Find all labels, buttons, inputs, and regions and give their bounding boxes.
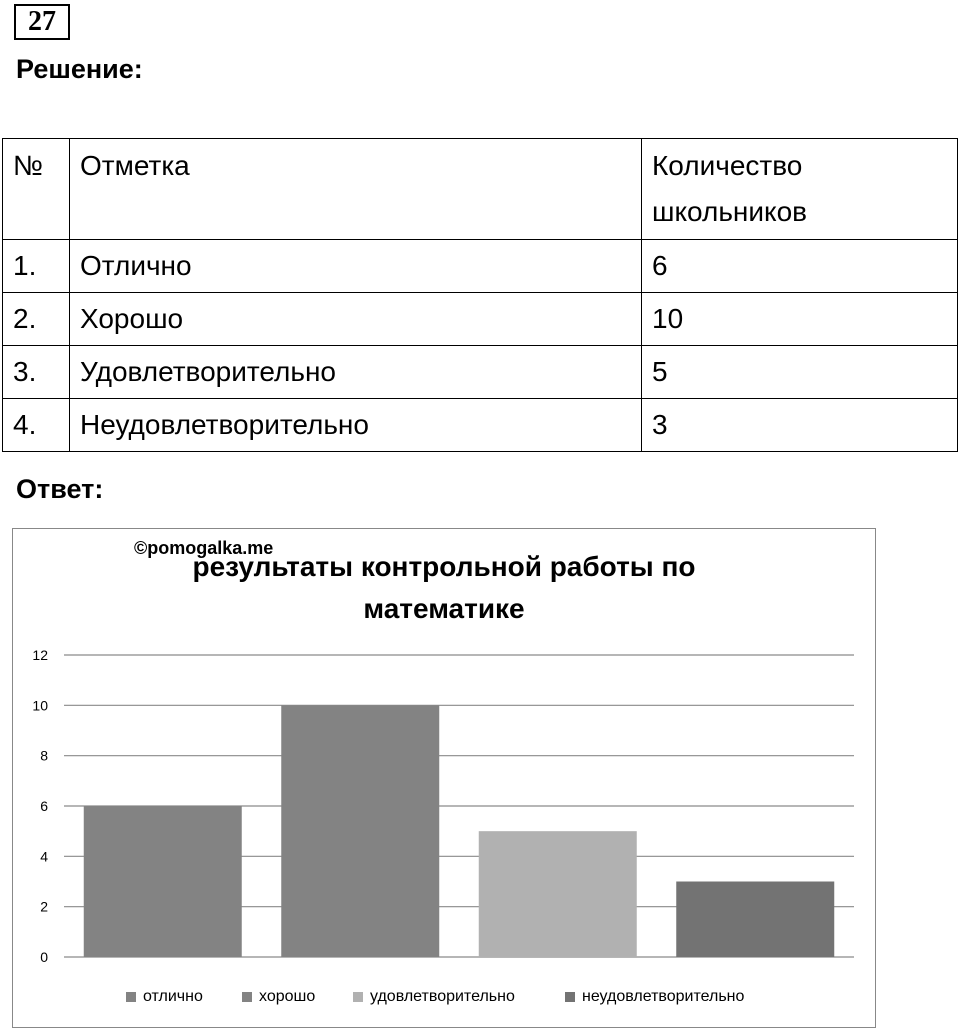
cell-grade: Неудовлетворительно [70,399,642,452]
cell-count: 10 [642,293,958,346]
cell-grade: Отлично [70,240,642,293]
cell-number: 3. [3,346,70,399]
legend-label: неудовлетворительно [582,988,745,1005]
table-row [3,399,958,452]
cell-count: 5 [642,346,958,399]
legend-label: хорошо [259,988,316,1005]
legend-label: удовлетворительно [370,988,515,1005]
cell-count: 6 [642,240,958,293]
header-number: № [3,139,70,240]
y-tick-label: 10 [32,697,48,714]
legend-swatch [242,992,252,1002]
cell-grade: Хорошо [70,293,642,346]
y-tick-label: 4 [40,848,48,865]
bar-1 [84,806,242,957]
legend-swatch [353,992,363,1002]
y-tick-label: 6 [40,798,48,814]
cell-count: 3 [642,399,958,452]
cell-grade: Удовлетворительно [70,346,642,399]
y-tick-label: 12 [32,647,48,663]
y-tick-label: 2 [40,898,48,915]
chart-title: результаты контрольной работы по математике [192,551,696,624]
answer-heading: Ответ: [16,474,104,504]
cell-number: 2. [3,293,70,346]
task-number: 27 [14,4,70,40]
solution-heading: Решение: [16,54,143,84]
table-header-row [3,139,958,240]
header-grade: Отметка [70,139,642,240]
bar-4 [676,882,834,958]
bar-3 [479,831,637,957]
header-count: Количество школьников [642,139,958,240]
y-tick-label: 8 [40,747,48,764]
bar-2 [281,705,439,957]
watermark: ©pomogalka.me [134,538,274,558]
cell-number: 4. [3,399,70,452]
cell-number: 1. [3,240,70,293]
legend-swatch [126,992,136,1002]
legend-swatch [565,992,575,1002]
results-table [2,138,958,452]
table-row [3,293,958,346]
table-row [3,240,958,293]
table-row [3,346,958,399]
legend-label: отлично [143,988,203,1005]
y-tick-label: 0 [40,949,48,965]
